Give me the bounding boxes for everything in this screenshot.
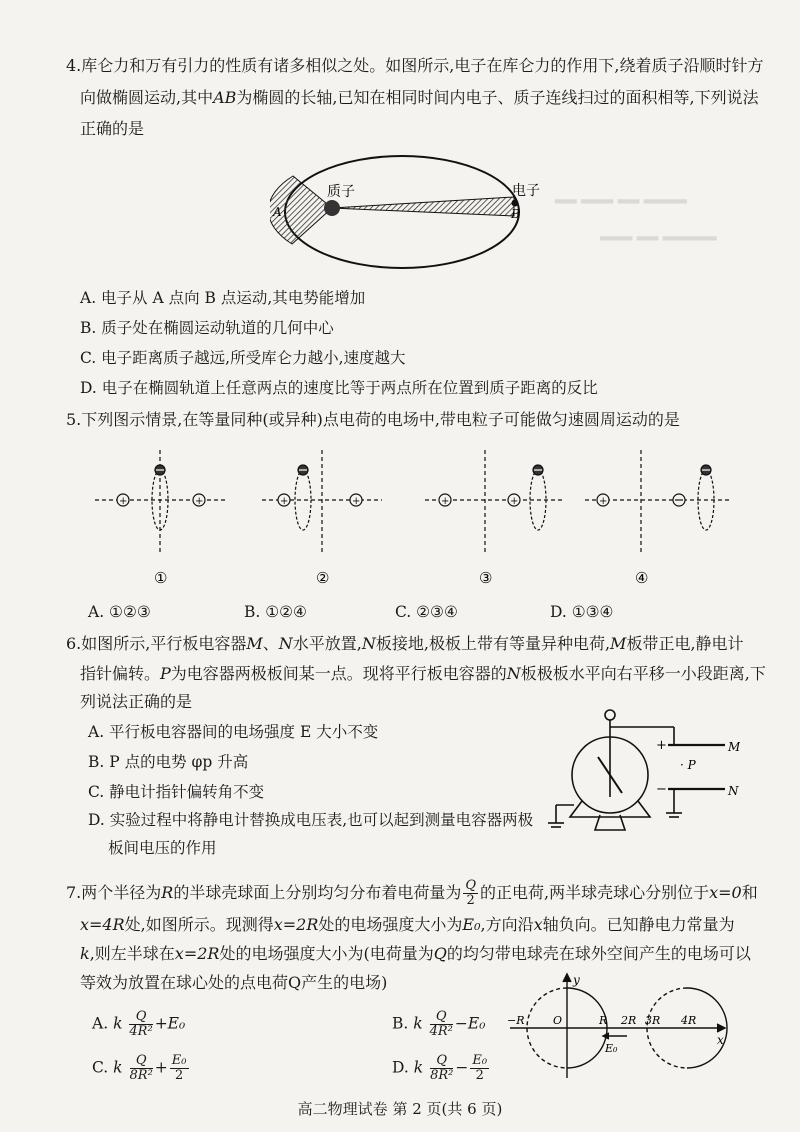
q7-option-b: B. k $\frac{Q}{\text{4R²}}$ −E₀ — [392, 1009, 486, 1039]
proton-label: 质子 — [327, 184, 355, 200]
q6-option-a: A. 平行板电容器间的电场强度 E 大小不变 — [88, 723, 379, 741]
svg-text:+: + — [510, 496, 519, 507]
svg-text:+: + — [280, 496, 289, 507]
tick-2r: 2R — [621, 1014, 637, 1027]
plate-m-label: M — [728, 740, 740, 754]
proton-dot — [324, 200, 340, 216]
q5-figure-2 — [262, 450, 382, 555]
q7-option-d: D. k $\frac{Q}{\text{8R²}}$ − $\frac{\text{E₀}}{2}$ — [392, 1053, 488, 1083]
q7-stem-line3: k,则左半球在x=2R处的电场强度大小为(电荷量为Q的均匀带电球壳在球外空间产生的电场可以 — [80, 944, 751, 963]
svg-text:+: + — [441, 496, 450, 507]
q7-fraction-q-over-2: $\frac{Q}{2}$ — [465, 878, 477, 908]
svg-text:+: + — [599, 496, 608, 507]
q4-option-c: C. 电子距离质子越远,所受库仑力越小,速度越大 — [80, 349, 406, 367]
q5-figure-1 — [95, 450, 225, 555]
q6-option-d: D. 实验过程中将静电计替换成电压表,也可以起到测量电容器两极 — [88, 811, 534, 829]
q5-label-1: ① — [154, 569, 168, 587]
q6-option-b: B. P 点的电势 φp 升高 — [88, 753, 249, 771]
tick-4r: 4R — [681, 1014, 697, 1027]
tick-neg-r: −R — [507, 1014, 525, 1027]
q7-hemisphere-figure — [505, 970, 730, 1082]
q7-stem-line4: 等效为放置在球心处的点电荷Q产生的电场) — [80, 973, 388, 992]
electron-dot — [512, 200, 519, 207]
q5-figure-3 — [425, 450, 565, 555]
point-a-label: A — [273, 205, 282, 219]
plate-n-label: N — [728, 784, 739, 798]
plate-m-plus: + — [656, 738, 667, 753]
axis-x-label: x — [717, 1033, 724, 1047]
plate-n-minus: − — [656, 782, 667, 797]
q5-option-b: B. ①②④ — [244, 603, 307, 621]
q6-option-c: C. 静电计指针偏转角不变 — [88, 783, 265, 801]
q5-label-2: ② — [316, 569, 330, 587]
q6-stem-line1: 6.如图所示,平行板电容器M、N水平放置,N板接地,极板上带有等量异种电荷,M板带正电,静电计 — [66, 634, 744, 653]
point-p-label: · P — [680, 758, 696, 772]
e0-label: E₀ — [605, 1042, 618, 1055]
q4-stem-line1: 4.库仑力和万有引力的性质有诸多相似之处。如图所示,电子在库仑力的作用下,绕着质子沿顺时针方 — [66, 56, 764, 75]
q5-figure-4 — [585, 450, 730, 555]
q5-option-d: D. ①③④ — [550, 603, 614, 621]
q4-ellipse-figure — [270, 150, 540, 280]
q6-option-d-cont: 板间电压的作用 — [108, 839, 217, 857]
q4-option-a: A. 电子从 A 点向 B 点运动,其电势能增加 — [80, 289, 366, 307]
q5-label-3: ③ — [479, 569, 493, 587]
q5-option-c: C. ②③④ — [395, 603, 458, 621]
point-b-label: B — [511, 207, 520, 221]
q5-figures — [90, 445, 750, 590]
page-footer: 高二物理试卷 第 2 页(共 6 页) — [297, 1100, 503, 1118]
electron-label: 电子 — [512, 183, 540, 199]
q4-option-d: D. 电子在椭圆轨道上任意两点的速度比等于两点所在位置到质子距离的反比 — [80, 379, 598, 397]
q4-stem-line2: 向做椭圆运动,其中AB为椭圆的长轴,已知在相同时间内电子、质子连线扫过的面积相等,下列说法 — [80, 88, 759, 107]
swept-area-right — [332, 197, 514, 216]
q5-stem: 5.下列图示情景,在等量同种(或异种)点电荷的电场中,带电粒子可能做匀速圆周运动的是 — [66, 410, 680, 429]
tick-3r: 3R — [645, 1014, 661, 1027]
origin-label: O — [553, 1014, 563, 1027]
q7-option-c: C. k $\frac{Q}{\text{8R²}}$ + $\frac{\text{E₀}}{2}$ — [92, 1053, 187, 1083]
q4-stem-line3: 正确的是 — [80, 119, 145, 138]
q6-stem-line2: 指针偏转。P为电容器两极板间某一点。现将平行板电容器的N板极板水平向右平移一小段距离,下 — [80, 664, 766, 683]
axis-y-label: y — [573, 973, 580, 987]
bleed-through-text: ▂▂ ▂▂▂ ▂▂ ▂▂▂▂ — [555, 188, 687, 204]
svg-text:+: + — [352, 496, 361, 507]
svg-text:+: + — [195, 496, 204, 507]
q6-stem-line3: 列说法正确的是 — [80, 692, 193, 711]
q5-option-a: A. ①②③ — [88, 603, 151, 621]
q7-stem-line2: x=4R处,如图所示。现测得x=2R处的电场强度大小为E₀,方向沿x轴负向。已知静电力常量为 — [80, 915, 735, 934]
q5-label-4: ④ — [635, 569, 649, 587]
bleed-through-text: ▂▂▂ ▂▂ ▂▂▂▂▂ — [600, 225, 717, 241]
q4-option-b: B. 质子处在椭圆运动轨道的几何中心 — [80, 319, 334, 337]
tick-r: R — [599, 1014, 608, 1027]
q6-capacitor-figure — [540, 705, 740, 840]
svg-text:+: + — [119, 496, 128, 507]
q7-option-a: A. k $\frac{Q}{\text{4R²}}$ +E₀ — [92, 1009, 186, 1039]
q7-stem-line1: 7.两个半径为R的半球壳球面上分别均匀分布着电荷量为 $\frac{Q}{2}$ 的正电荷,两半球壳球心分别位于x=0和 — [66, 878, 758, 908]
